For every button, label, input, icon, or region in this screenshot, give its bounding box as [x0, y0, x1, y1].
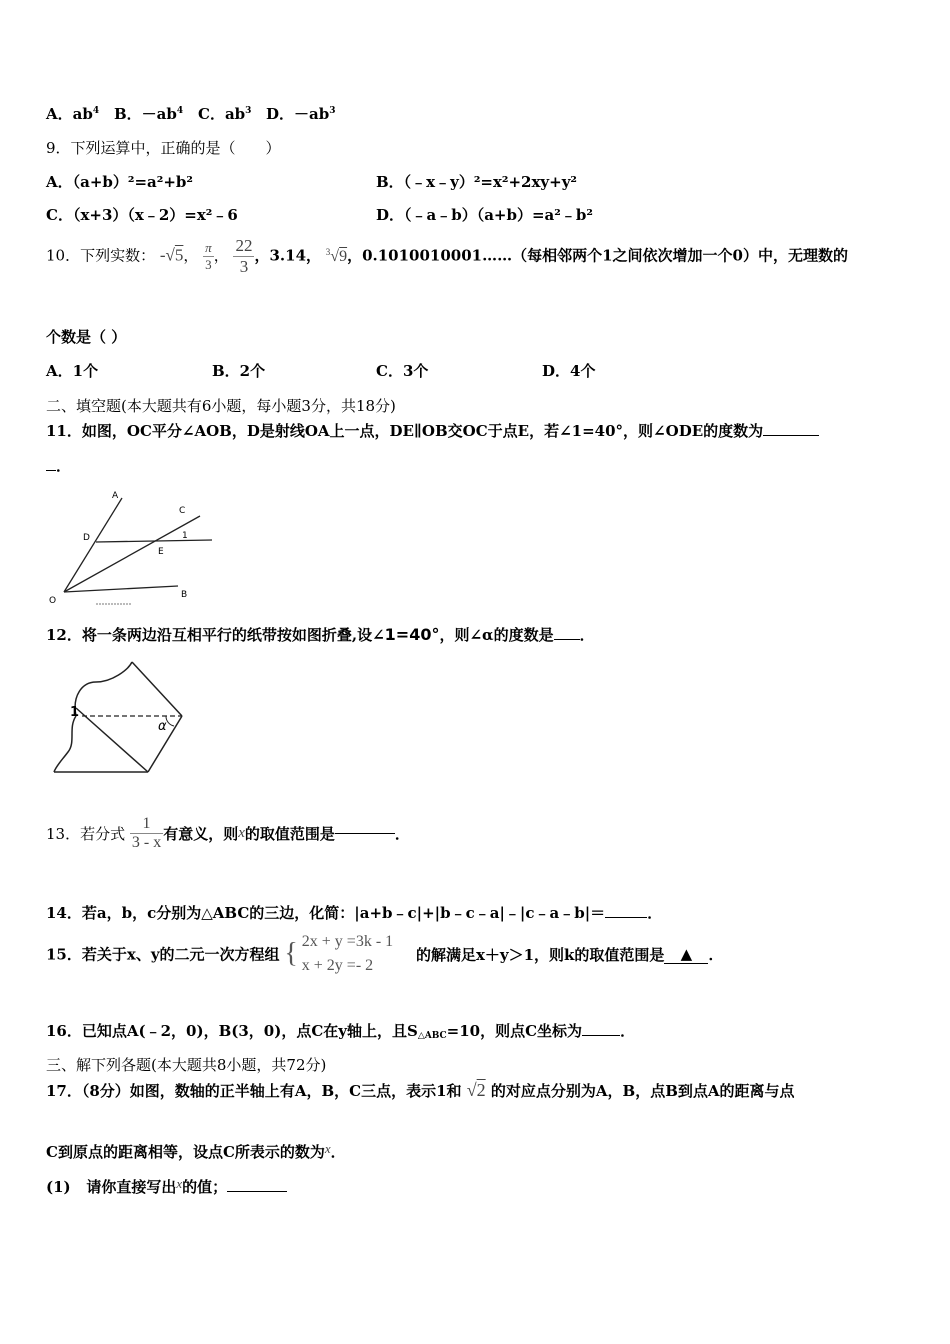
q8-option-d: D．$-ab^3$ [266, 105, 336, 123]
q10-line2: 个数是（ ） [46, 328, 127, 346]
q17-stem: 17．（8分）如图，数轴的正半轴上有A，B，C三点，表示1和 √2 的对应点分别为A，B，点B到点A的距离与点 [46, 1080, 795, 1100]
q11-tail: ． [46, 455, 71, 476]
q9-stem: 9．下列运算中，正确的是（ ） [46, 139, 281, 157]
q15-stem: 15．若关于x、y的二元一次方程组 { 2x + y =3k - 1 x + 2y =- 2 的解满足x＋y＞1，则k的取值范围是 ▲ ． [46, 930, 723, 978]
q12-figure [48, 656, 188, 778]
q12-stem: 12．将一条两边沿互相平行的纸带按如图折叠,设∠1=40°，则∠α的度数是 ． [46, 625, 595, 644]
22-over-3: $\frac{22}{3}$ [235, 236, 253, 276]
fraction-1-over-3-minus-x: $\frac{1}{3 - x}$ [131, 815, 162, 851]
q11-figure [44, 486, 219, 608]
q9-option-d: D．（﹣a﹣b）（a+b）=a²﹣b² [376, 206, 593, 224]
q10-option-a: A．1个 [46, 362, 99, 380]
q13-stem: 13．若分式 $\frac{1}{3 - x}$ 有意义，则x的取值范围是 ． [46, 815, 410, 851]
neg-sqrt5: -√5 [159, 245, 184, 265]
q10-stem: 10．下列实数： -√5， $\frac{\pi}{3}$ ， $\frac{22}{3}$ ，3.14， $^3$√9，0.1010010001……（每相邻两个1之间依次增加一个0）中，无理数的 [46, 236, 848, 276]
label-a: A [112, 491, 119, 501]
label-e: E [158, 547, 164, 557]
q10-option-c: C．3个 [376, 362, 429, 380]
q17-line2: C到原点的距离相等，设点C所表示的数为x． [46, 1141, 346, 1161]
q10-option-b: B．2个 [212, 362, 266, 380]
answer-marker: ▲ [664, 945, 708, 964]
equation-1: 2x + y =3k - 1 [301, 933, 394, 950]
equation-2: x + 2y =- 2 [301, 957, 374, 974]
q9-option-c: C．（x+3）（x﹣2）=x²﹣6 [46, 206, 238, 224]
q8-option-a: A．$ab^4$ [46, 105, 100, 123]
q8-option-c: C．$ab^3$ [198, 105, 252, 123]
q14-stem: 14．若a，b，c分别为△ABC的三边，化简：|a+b﹣c|+|b﹣c﹣a|﹣|c﹣a﹣b|＝ ． [46, 904, 663, 922]
label-1: 1 [182, 531, 188, 541]
q11-stem: 11．如图，OC平分∠AOB，D是射线OA上一点，DE∥OB交OC于点E，若∠1=40°，则∠ODE的度数为 [46, 420, 819, 441]
section-2-heading: 二、填空题(本大题共有6小题，每小题3分，共18分) [46, 397, 396, 415]
equation-system: { 2x + y =3k - 1 x + 2y =- 2 [284, 930, 393, 978]
q17-subquestion-1: (1) 请你直接写出x的值； [46, 1176, 287, 1197]
label-o: O [49, 596, 57, 606]
cube-root-9: $^3$√9 [325, 246, 348, 265]
label-d: D [83, 533, 90, 543]
q9-option-a: A．（a+b）²=a²+b² [46, 173, 193, 191]
label-b: B [181, 590, 188, 600]
q10-option-d: D．4个 [542, 362, 596, 380]
section-3-heading: 三、解下列各题(本大题共8小题，共72分) [46, 1056, 327, 1074]
q16-stem: 16．已知点A(﹣2，0)，B(3，0)，点C在y轴上，且S△ABC=10，则点C坐标为 ． [46, 1022, 636, 1041]
sqrt-2: √2 [466, 1080, 486, 1100]
label-c: C [179, 506, 186, 516]
label-angle-1: 1 [70, 705, 80, 720]
label-alpha: α [158, 719, 167, 734]
q9-option-b: B．（﹣x﹣y）²=x²+2xy+y² [376, 173, 578, 191]
q8-option-b: B．$-ab^4$ [114, 105, 184, 123]
pi-over-3: $\frac{\pi}{3}$ [205, 240, 212, 272]
